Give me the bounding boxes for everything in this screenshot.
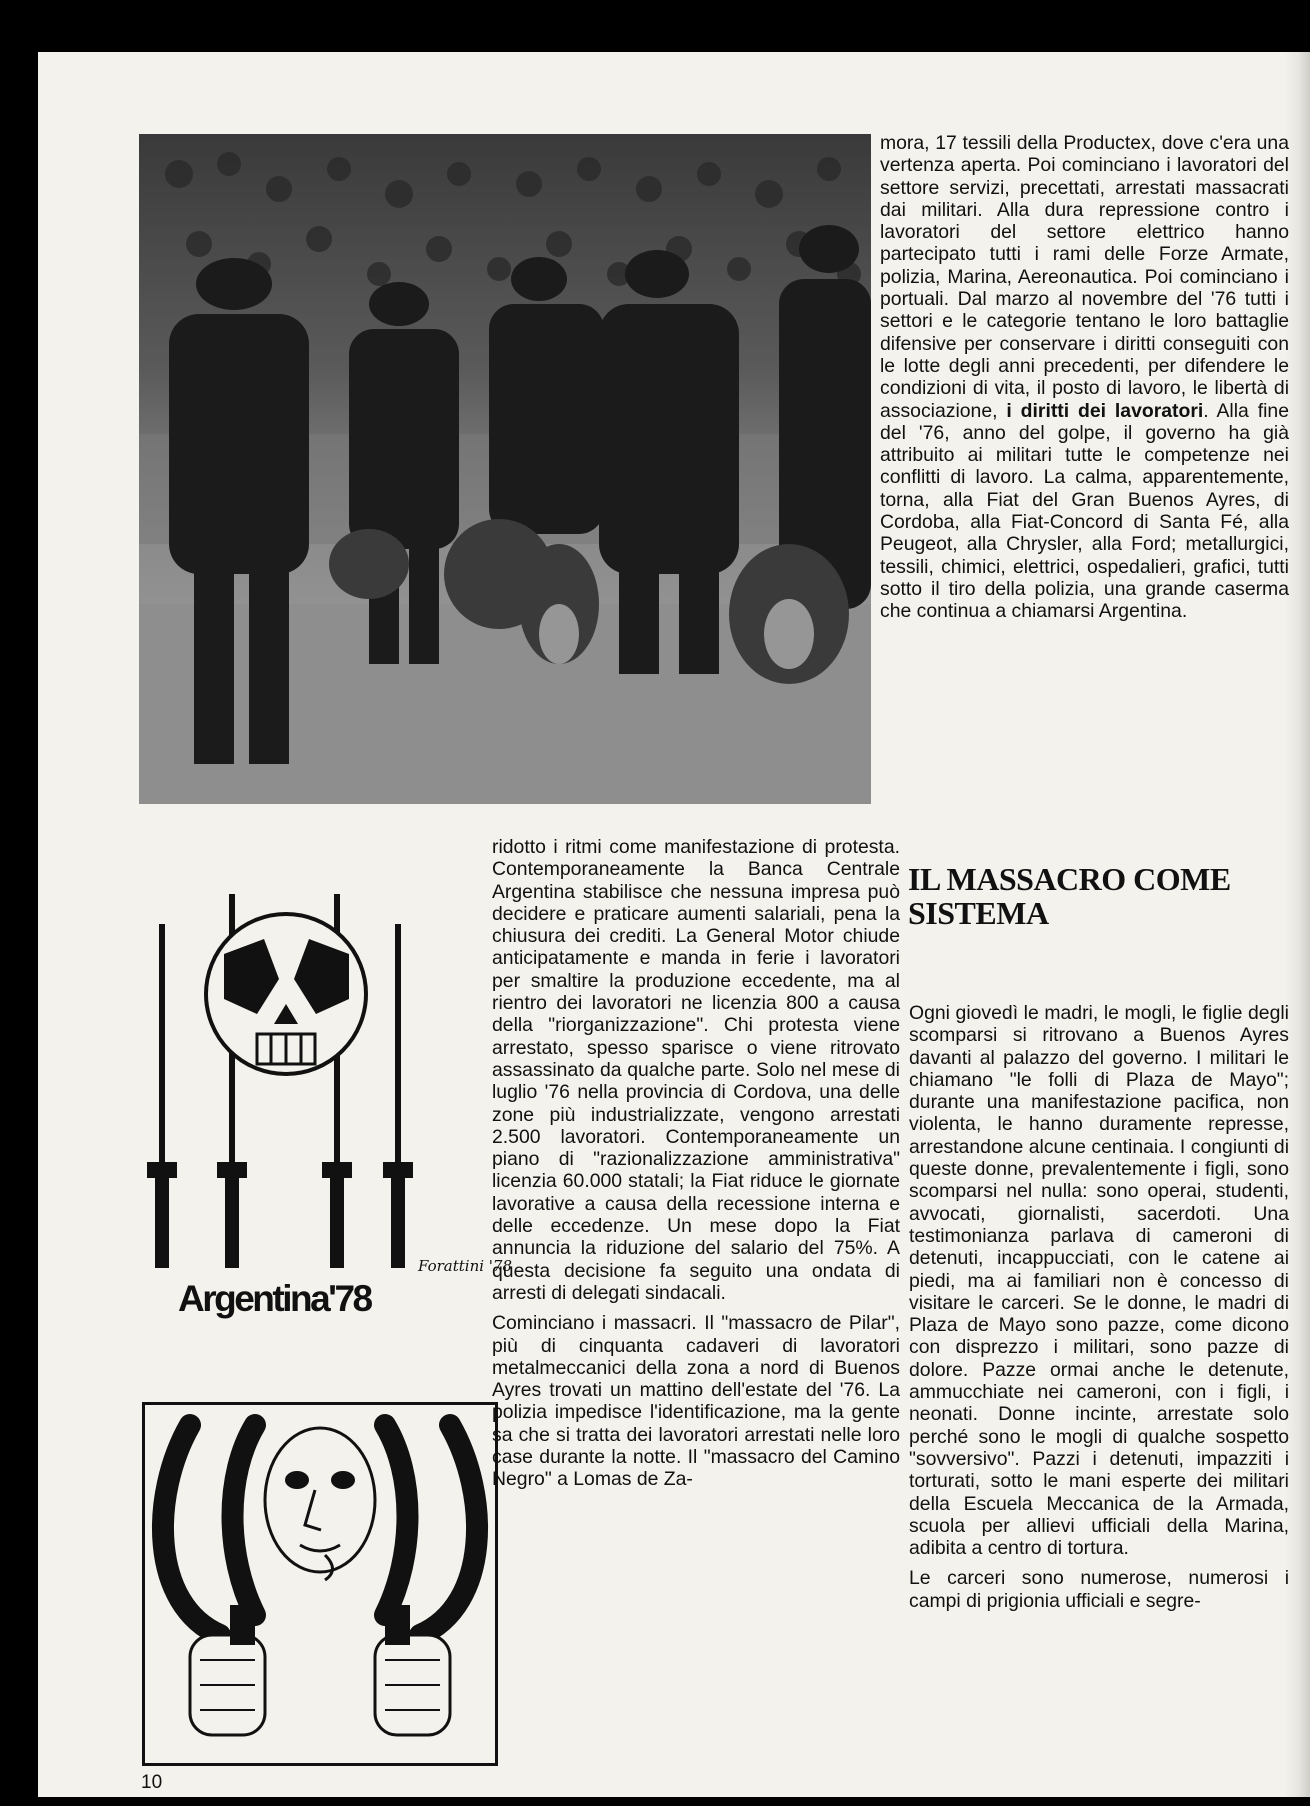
argentina-78-caption: Argentina'78 (178, 1278, 371, 1319)
soldiers-with-dogs-photo (139, 134, 871, 804)
article-paragraph: Ogni giovedì le madri, le mogli, le figlie degli scomparsi si ritrovano a Buenos Ayres davanti al palazzo del governo. I militari le chiamano "le folli di Plaza de Mayo"; durante una manifestazione pacifica, non violenta, le hanno duramente represse, arrestandone alcune centinaia. I congiunti di queste donne, prevalentemente i figli, sono scomparsi nel nulla: sono operai, studenti, avvocati, giornalisti, sacerdoti. Una testimonianza parlava di cameroni di detenuti, incappucciati, con le catene ai piedi, ma ai familiari non è concesso di visitare le carceri. Se le donne, le madri di Plaza de Mayo sono pazze, come dicono con disprezzo i militari, sono pazze di dolore. Pazze ormai anche le detenute, ammucchiate nei cameroni, con i figli, i neonati. Donne incinte, arrestate solo perché sono le mogli di qualche sospetto "sovversivo". Pazzi i detenuti, impazziti i torturati, sotto le mani esperte dei militari della Escuela Meccanica de la Armada, scuola per allievi ufficiali della Marina, adibita a centro di tortura. (909, 1002, 1289, 1560)
page-number: 10 (141, 1772, 163, 1793)
article-paragraph (880, 132, 1289, 623)
section-heading: IL MASSACRO COME SISTEMA (908, 861, 1231, 931)
bold-phrase: i diritti dei lavoratori (1006, 399, 1204, 422)
artist-signature: Forattini '78 (418, 1257, 513, 1275)
article-column-middle (492, 836, 900, 1499)
magazine-page (38, 52, 1310, 1797)
article-column-right-top (880, 132, 1289, 631)
article-paragraph: Cominciano i massacri. Il "massacro de Pilar", più di cinquanta cadaveri di lavoratori metalmeccanici della zona a nord di Buenos Ayres trovati un mattino dell'estate del '76. La polizia impedisce l'identificazione, ma la gente sa che si tratta dei lavoratori arrestati nelle loro case durante la notte. Il "massacro del Camino Negro" a Lomas de Za- (492, 1312, 900, 1491)
article-paragraph: ridotto i ritmi come manifestazione di protesta. Contemporaneamente la Banca Centrale Argentina stabilisce che nessuna impresa può decidere e praticare aumenti salariali, pena la chiusura dei crediti. La General Motor chiude anticipatamente e manda in ferie i lavoratori per smaltire la produzione eccedente, ma al rientro dei lavoratori ne licenzia 800 a causa della "riorganizzazione". Chi protesta viene arrestato, spesso sparisce o viene ritrovato assassinato da qualche parte. Solo nel mese di luglio '76 nella provincia di Cordova, una delle zone più industrializzate, vengono arrestati 2.500 lavoratori. Contemporaneamente un piano di "razionalizzazione amministrativa" licenzia 60.000 statali; la Fiat riduce le giornate lavorative a causa della recessione interna e delle eccedenze. Un mese dopo la Fiat annuncia la riduzione del salario del 75%. A questa decisione fa seguito una ondata di arresti di delegati sindacali. (492, 836, 900, 1304)
paragraph-text: . Alla fine del '76, anno del golpe, il governo ha già attribuito ai militari tutte le competenze nei conflitti di lavoro. La calma, apparentemente, torna, alla Fiat del Gran Buenos Ayres, di Cordoba, alla Fiat-Concord di Santa Fé, alla Peugeot, alla Chrysler, alla Ford; metallurgici, tessili, chimici, elettrici, ospedalieri, grafici, tutti sotto il tiro della polizia, una grande caserma che continua a chiamarsi Argentina. (880, 399, 1289, 623)
article-column-right-bottom (909, 1002, 1289, 1620)
soldiers-with-dogs-photo-icon (139, 134, 871, 804)
world-cup-78-emblem (142, 1402, 498, 1766)
paragraph-text: mora, 17 tessili della Productex, dove c'era una vertenza aperta. Poi cominciano i lavoratori del settore servizi, precettati, arrestati massacrati dai militari. Alla dura repressione contro i lavoratori del settore elettrico hanno partecipato tutti i rami delle Forze Armate, polizia, Marina, Aereonautica. Poi cominciano i portuali. Dal marzo al novembre del '76 tutti i settori e le categorie tentano le loro battaglie difensive per conservare i diritti conseguiti con le lotte degli anni precedenti, per difendere le condizioni di vita, il posto di lavoro, le libertà di associazione, (880, 132, 1289, 422)
article-paragraph: Le carceri sono numerose, numerosi i campi di prigionia ufficiali e segre- (909, 1567, 1289, 1612)
world-cup-78-emblem-icon (145, 1405, 495, 1763)
